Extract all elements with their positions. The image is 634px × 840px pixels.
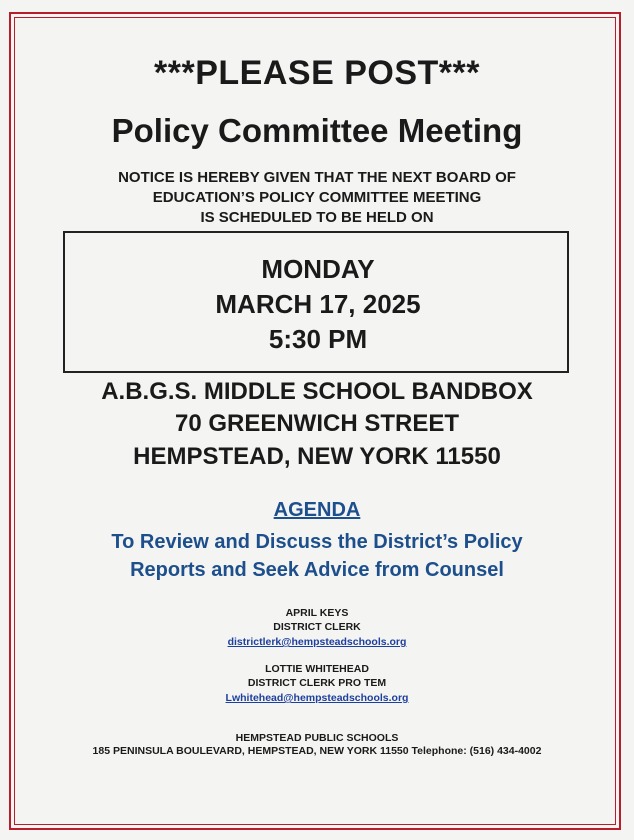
contact-email[interactable]: Lwhitehead@hempsteadschools.org xyxy=(225,692,409,704)
notice-line: EDUCATION’S POLICY COMMITTEE MEETING xyxy=(152,189,482,206)
contact-role: DISTRICT CLERK xyxy=(273,621,361,633)
footer-org: HEMPSTEAD PUBLIC SCHOOLS xyxy=(235,732,399,744)
meeting-date-box xyxy=(63,231,569,373)
location-venue: A.B.G.S. MIDDLE SCHOOL BANDBOX xyxy=(101,378,533,405)
contact-name: LOTTIE WHITEHEAD xyxy=(265,663,369,675)
notice-text xyxy=(0,168,634,228)
contact-role: DISTRICT CLERK PRO TEM xyxy=(247,677,387,689)
meeting-day: MONDAY xyxy=(261,254,375,284)
please-post-heading: ***PLEASE POST*** xyxy=(154,54,480,92)
page-title: Policy Committee Meeting xyxy=(111,112,523,149)
footer-address: 185 PENINSULA BOULEVARD, HEMPSTEAD, NEW YORK 11550 Telephone: (516) 434-4002 xyxy=(92,745,542,757)
agenda-line: To Review and Discuss the District’s Policy xyxy=(111,531,523,553)
location-city: HEMPSTEAD, NEW YORK 11550 xyxy=(133,443,501,470)
agenda-text xyxy=(0,528,634,584)
meeting-time: 5:30 PM xyxy=(268,324,368,354)
location-street: 70 GREENWICH STREET xyxy=(174,410,460,437)
contact-name: APRIL KEYS xyxy=(285,607,349,619)
notice-line: NOTICE IS HEREBY GIVEN THAT THE NEXT BOARD OF xyxy=(118,169,516,186)
notice-line: IS SCHEDULED TO BE HELD ON xyxy=(200,209,434,226)
agenda-line: Reports and Seek Advice from Counsel xyxy=(130,559,504,581)
meeting-date: MARCH 17, 2025 xyxy=(215,289,421,319)
contact-email[interactable]: districtlerk@hempsteadschools.org xyxy=(227,636,407,648)
contact-email-link xyxy=(0,692,634,704)
agenda-heading: AGENDA xyxy=(273,499,361,521)
contact-email-link xyxy=(0,636,634,648)
